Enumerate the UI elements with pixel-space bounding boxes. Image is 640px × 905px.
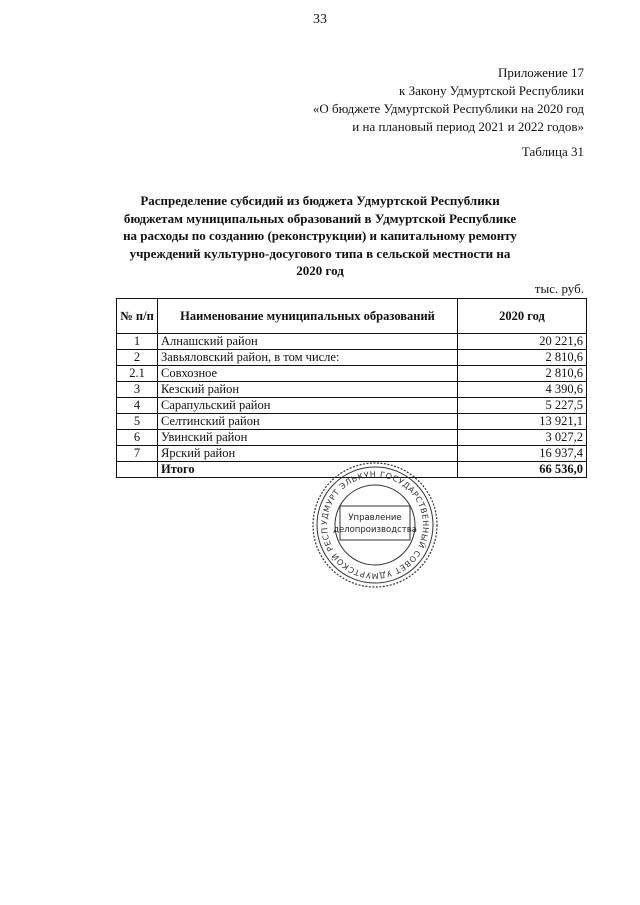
appendix-line-3: «О бюджете Удмуртской Республики на 2020 год [312, 101, 584, 116]
header-number: № п/п [117, 299, 158, 334]
seal-ring-text: УДМУРТ ЭЛЬКУН ГОСУДАРСТВЕННЫЙ СОВЕТ УДМУРТСКОЙ РЕСП [319, 469, 431, 581]
row-value: 13 921,1 [458, 414, 587, 430]
total-value: 66 536,0 [458, 462, 587, 478]
table-row [117, 382, 587, 398]
row-number: 6 [117, 430, 158, 446]
row-value: 5 227,5 [458, 398, 587, 414]
total-label: Итого [158, 462, 458, 478]
row-municipality: Сарапульский район [158, 398, 458, 414]
row-value: 2 810,6 [458, 366, 587, 382]
row-municipality: Алнашский район [158, 334, 458, 350]
row-number: 2 [117, 350, 158, 366]
row-value: 20 221,6 [458, 334, 587, 350]
header-year: 2020 год [458, 299, 587, 334]
row-number: 5 [117, 414, 158, 430]
row-municipality: Ярский район [158, 446, 458, 462]
appendix-header [313, 64, 584, 136]
total-number [117, 462, 158, 478]
row-municipality: Селтинский район [158, 414, 458, 430]
row-value: 4 390,6 [458, 382, 587, 398]
seal-graphic [310, 460, 440, 590]
page-number: 33 [313, 12, 327, 27]
row-number: 7 [117, 446, 158, 462]
table-row [117, 334, 587, 350]
official-seal-stamp [310, 460, 440, 590]
row-value: 3 027,2 [458, 430, 587, 446]
row-number: 2.1 [117, 366, 158, 382]
row-value: 2 810,6 [458, 350, 587, 366]
row-municipality: Завьяловский район, в том числе: [158, 350, 458, 366]
table-label: Таблица 31 [521, 144, 584, 159]
row-value: 16 937,4 [458, 446, 587, 462]
table-row [117, 430, 587, 446]
table-row [117, 350, 587, 366]
row-municipality: Увинский район [158, 430, 458, 446]
seal-center-line-2: делопроизводства [333, 525, 417, 535]
header-municipality: Наименование муниципальных образований [158, 299, 458, 334]
table-row [117, 414, 587, 430]
row-number: 4 [117, 398, 158, 414]
document-title: Распределение субсидий из бюджета Удмуртской Республики бюджетам муниципальных образований в Удмуртской Республике на расходы по созданию (реконструкции) и капитальному ремонту учреждений культурно-досугового типа в сельской местности на 2020 год [123, 193, 517, 278]
table-row [117, 366, 587, 382]
units-label: тыс. руб. [534, 281, 584, 296]
seal-center-line-1: Управление [348, 513, 402, 523]
subsidy-table [116, 298, 587, 478]
appendix-line-4: и на плановый период 2021 и 2022 годов» [352, 119, 584, 134]
table-header-row [117, 299, 587, 334]
row-municipality: Кезский район [158, 382, 458, 398]
row-municipality: Совхозное [158, 366, 458, 382]
appendix-line-1: Приложение 17 [497, 65, 584, 80]
table-row [117, 398, 587, 414]
appendix-line-2: к Закону Удмуртской Республики [399, 83, 584, 98]
row-number: 3 [117, 382, 158, 398]
row-number: 1 [117, 334, 158, 350]
